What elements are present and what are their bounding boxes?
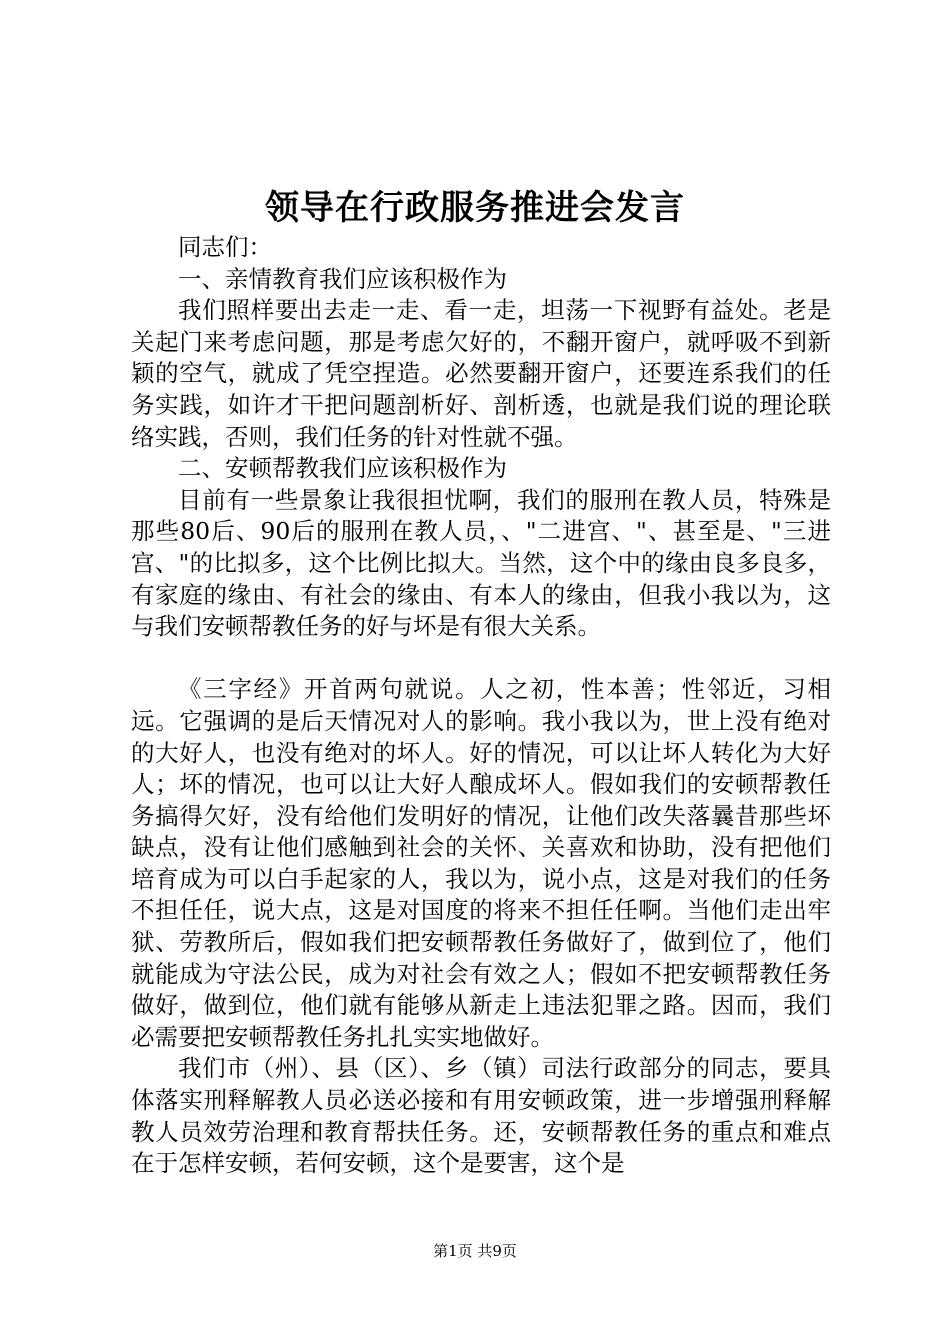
document-title: 领导在行政服务推进会发言 bbox=[265, 188, 685, 228]
document-body bbox=[131, 232, 831, 1180]
page-number-footer: 第1页 共9页 bbox=[433, 1242, 517, 1260]
body-paragraph: 目前有一些景象让我很担忧啊，我们的服刑在教人员，特殊是那些80后、90后的服刑在教人员，、"二进宫、"、甚至是、"三进宫、"的比拟多，这个比例比拟大。当然，这个中的缘由良多良多，有家庭的缘由、有社会的缘由、有本人的缘由，但我小我以为，这与我们安顿帮教任务的好与坏是有很大关系。 bbox=[131, 485, 831, 641]
salutation-paragraph: 同志们： bbox=[178, 233, 272, 261]
section-heading-2: 二、安顿帮教我们应该积极作为 bbox=[178, 454, 507, 483]
body-paragraph: 我们照样要出去走一走、看一走，坦荡一下视野有益处。老是关起门来考虑问题，那是考虑欠好的，不翻开窗户，就呼吸不到新颖的空气，就成了凭空捏造。必然要翻开窗户，还要连系我们的任务实践，如许才干把问题剖析好、剖析透，也就是我们说的理论联络实践，否则，我们任务的针对性就不强。 bbox=[131, 296, 831, 451]
section-heading-1: 一、亲情教育我们应该积极作为 bbox=[178, 264, 507, 293]
body-paragraph: 《三字经》开首两句就说。人之初，性本善；性邻近，习相远。它强调的是后天情况对人的影响。我小我以为，世上没有绝对的大好人，也没有绝对的坏人。好的情况，可以让坏人转化为大好人；坏的情况，也可以让大好人酿成坏人。假如我们的安顿帮教任务搞得欠好，没有给他们发明好的情况，让他们改失落曩昔那些坏缺点，没有让他们感触到社会的关怀、关喜欢和协助，没有把他们培育成为可以白手起家的人，我以为，说小点，这是对我们的任务不担任任，说大点，这是对国度的将来不担任任啊。当他们走出牢狱、劳教所后，假如我们把安顿帮教任务做好了，做到位了，他们就能成为守法公民，成为对社会有效之人；假如不把安顿帮教任务做好，做到位，他们就有能够从新走上违法犯罪之路。因而，我们必需要把安顿帮教任务扎扎实实地做好。 bbox=[131, 675, 831, 1051]
body-paragraph: 我们市（州）、县（区）、乡（镇）司法行政部分的同志，要具体落实刑释解教人员必送必接和有用安顿政策，进一步增强刑释解教人员效劳治理和教育帮扶任务。还，安顿帮教任务的重点和难点在于怎样安顿，若何安顿，这个是要害，这个是 bbox=[131, 1054, 831, 1178]
